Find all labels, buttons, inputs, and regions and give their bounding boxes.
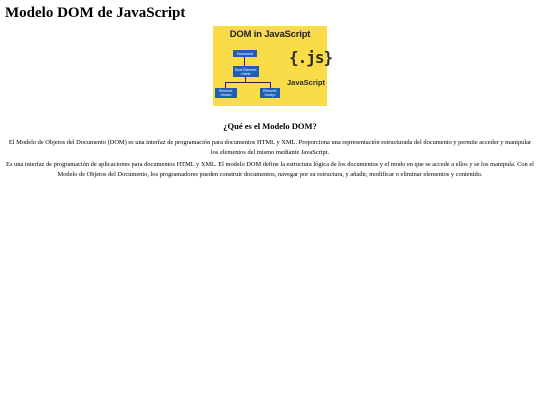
tree-connector bbox=[225, 82, 271, 83]
image-title: DOM in JavaScript bbox=[229, 29, 311, 40]
js-logo-caption: JavaScript bbox=[287, 78, 325, 87]
node-body-element: Element: <body> bbox=[260, 88, 280, 98]
node-root-element: Root Element: <html> bbox=[234, 67, 258, 76]
paragraph: El Modelo de Objetos del Documento (DOM) es una interfaz de programación para documentos HTML y XML. Proporciona una representación estructurada del documento y permite acceder y manipular los elementos del mismo mediante JavaScript. bbox=[8, 139, 532, 156]
tree-connector bbox=[244, 57, 245, 66]
page-title: Modelo DOM de JavaScript bbox=[5, 5, 186, 21]
paragraph: Es una interfaz de programación de aplicaciones para documentos HTML y XML. El modelo DOM define la estructura lógica de los documentos y el modo en que se accede a ellos y se los manipula. Con el Modelo de Objetos del Documento, los programadores pueden construir documentos, navegar por su estructura, y añadir, modificar o eliminar elementos y contenido. bbox=[6, 161, 534, 178]
dom-diagram-image bbox=[213, 26, 333, 106]
js-logo-icon: {.js} bbox=[289, 48, 333, 67]
section-heading: ¿Qué es el Modelo DOM? bbox=[223, 121, 317, 131]
node-head-element: Element: <head> bbox=[215, 88, 237, 98]
node-document: Document bbox=[233, 50, 257, 57]
